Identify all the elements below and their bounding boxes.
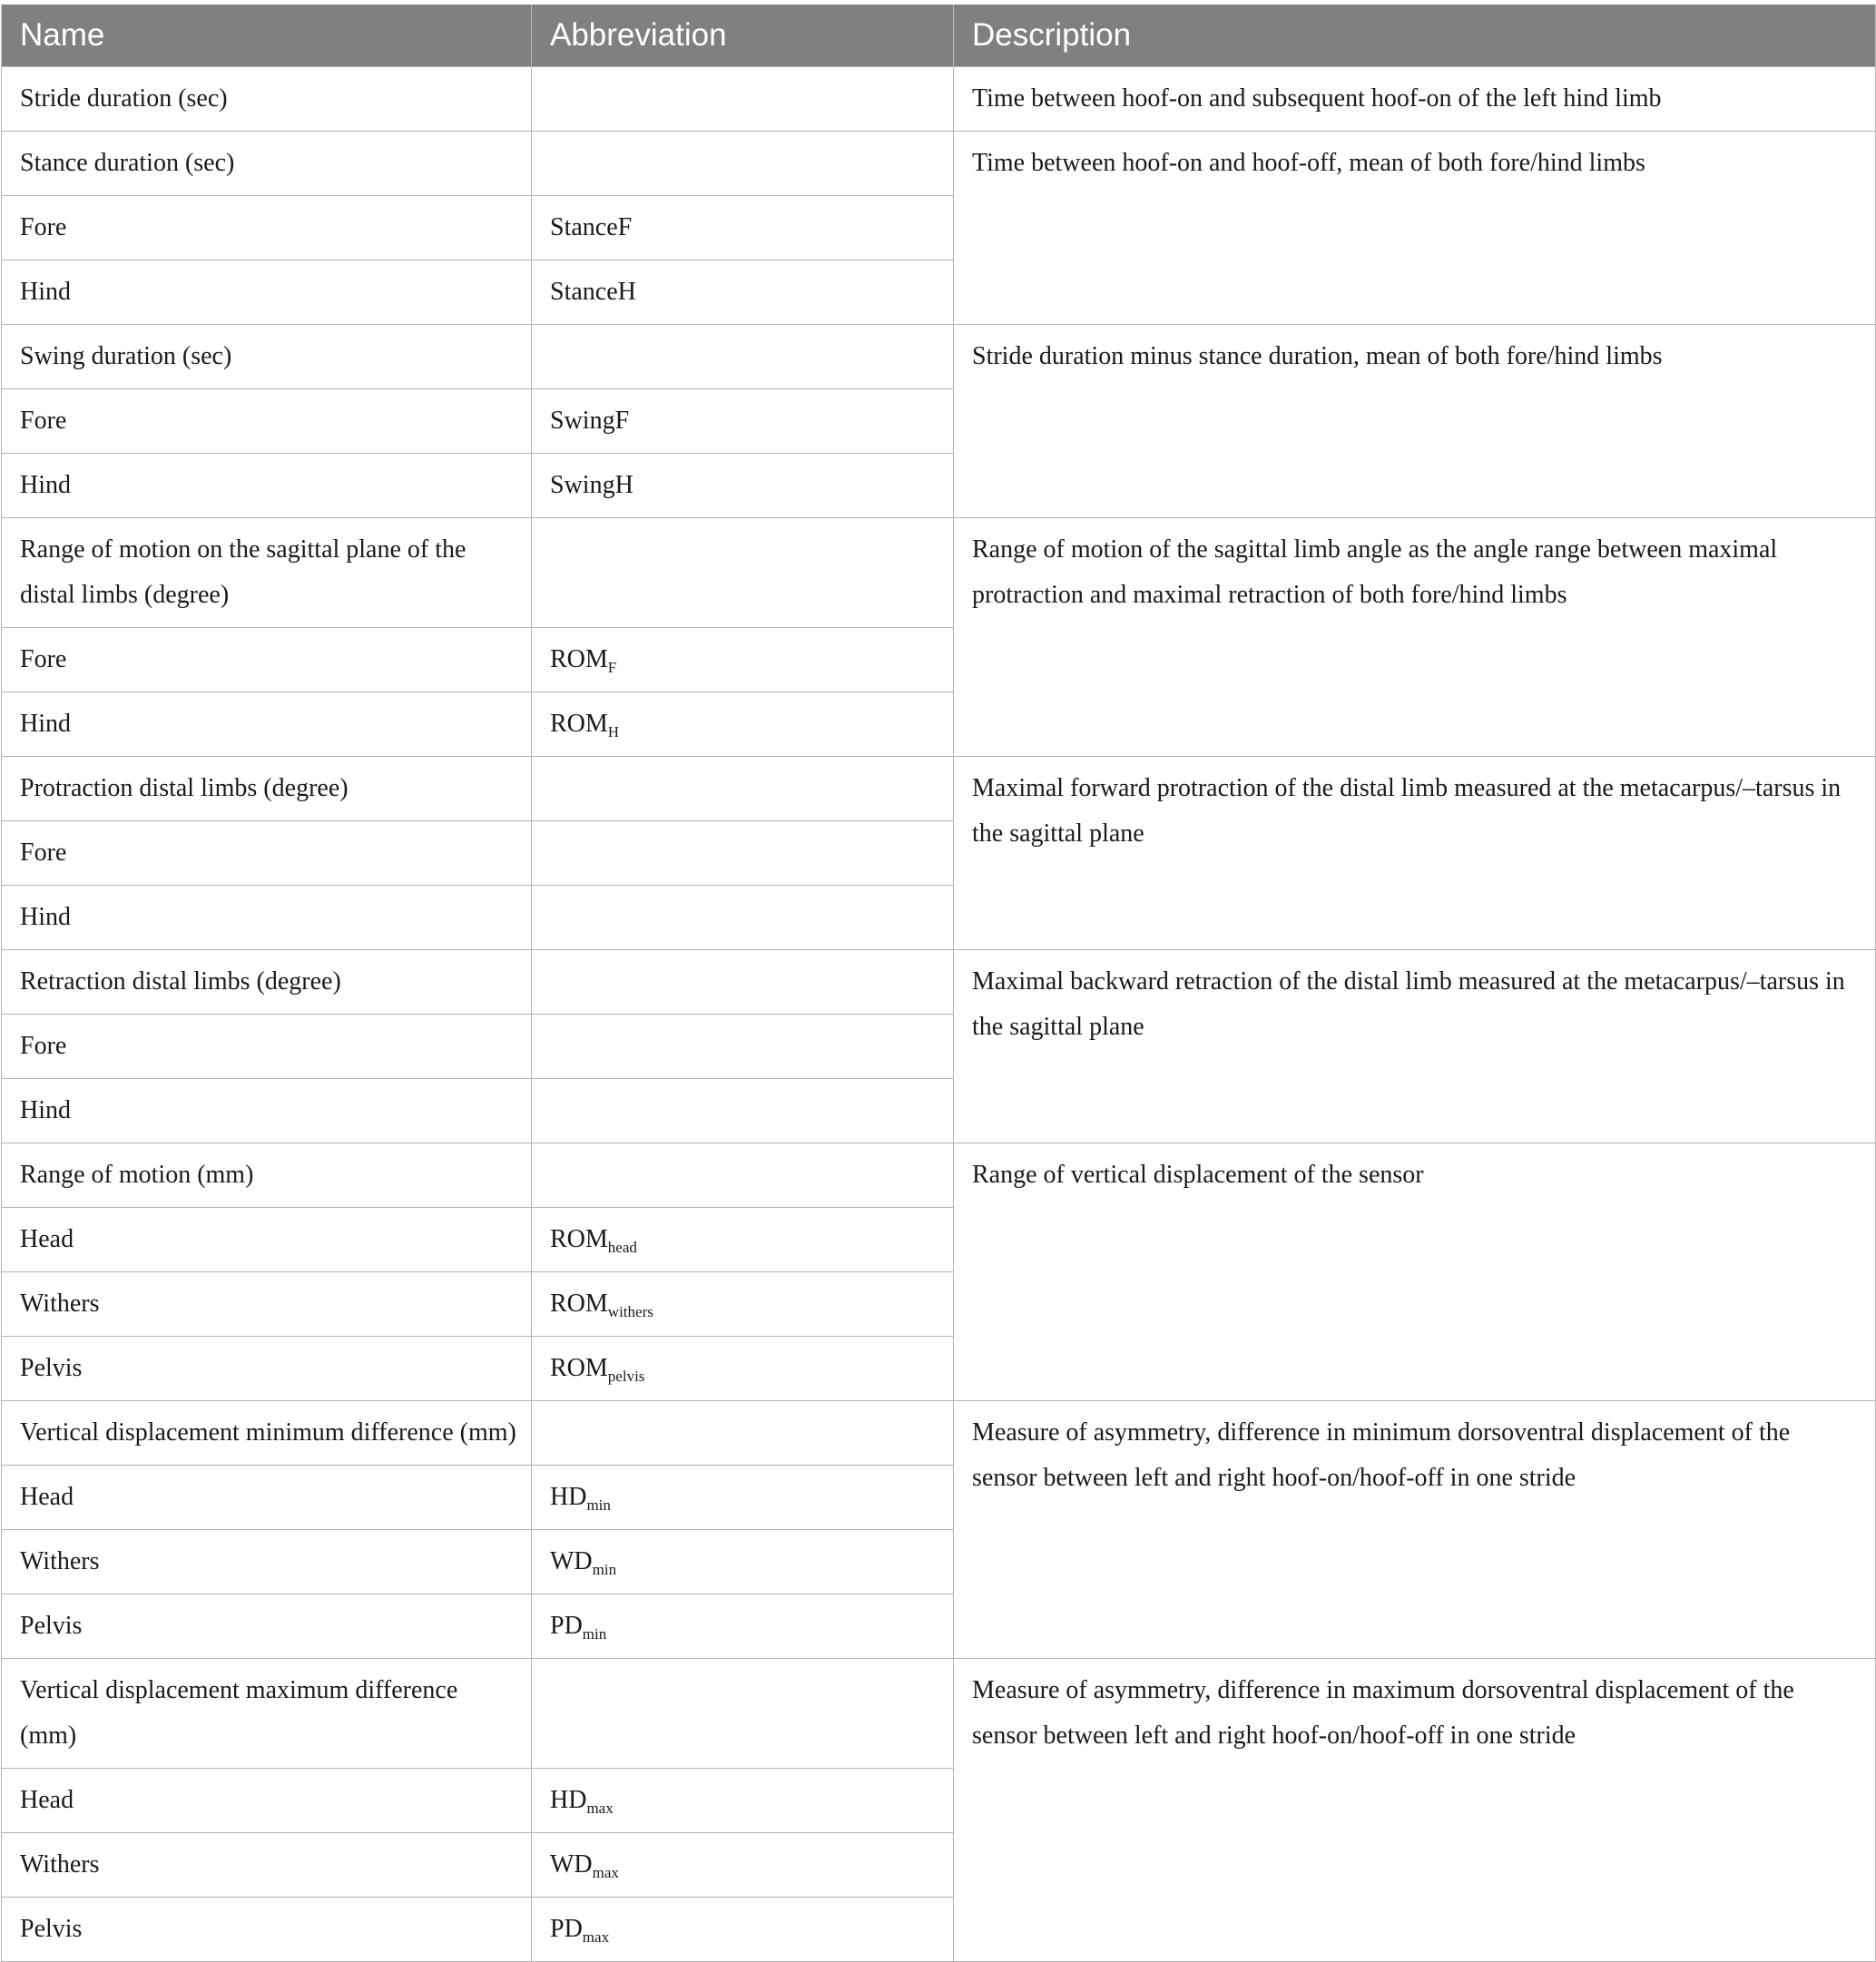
param-abbreviation [532,1594,954,1659]
table-row [2,67,1876,132]
abbr-subscript: min [586,1496,611,1514]
parameters-table [1,5,1876,1962]
table-row [2,325,1876,389]
param-abbreviation [532,692,954,757]
abbr-base: ROM [550,1354,608,1382]
param-description: Measure of asymmetry, difference in maximum dorsoventral displacement of the sensor between left and right hoof-on/hoof-off in one stride [954,1659,1876,1962]
param-abbreviation [532,886,954,950]
param-abbreviation [532,1659,954,1769]
param-description: Range of motion of the sagittal limb angle as the angle range between maximal protraction and maximal retraction of both fore/hind limbs [954,518,1876,757]
param-name: Hind [2,260,532,325]
param-name: Head [2,1466,532,1530]
param-name: Stance duration (sec) [2,132,532,196]
abbr-base: PD [550,1612,583,1640]
abbr-base: WD [550,1850,593,1879]
param-name: Range of motion on the sagittal plane of the distal limbs (degree) [2,518,532,628]
abbr-base: HD [550,1483,587,1511]
param-abbreviation [532,518,954,628]
table-row [2,1401,1876,1466]
param-name: Fore [2,389,532,454]
table-row [2,132,1876,196]
abbr-base: HD [550,1786,587,1814]
param-abbreviation [532,1272,954,1337]
param-abbreviation [532,1769,954,1833]
abbr-subscript: pelvis [607,1368,645,1385]
param-name: Hind [2,886,532,950]
param-name: Hind [2,1079,532,1143]
header-abbreviation: Abbreviation [532,5,954,67]
param-name: Vertical displacement minimum difference (mm) [2,1401,532,1466]
param-description: Range of vertical displacement of the sensor [954,1143,1876,1401]
param-name: Fore [2,196,532,260]
header-row [2,5,1876,67]
abbr-subscript: withers [607,1303,653,1320]
param-abbreviation [532,67,954,132]
param-name: Pelvis [2,1898,532,1962]
param-description: Stride duration minus stance duration, mean of both fore/hind limbs [954,325,1876,518]
abbr-base: ROM [550,710,608,738]
param-name: Head [2,1769,532,1833]
abbr-subscript: max [586,1800,614,1817]
param-abbreviation [532,1833,954,1898]
table-row [2,1143,1876,1208]
abbr-subscript: head [607,1239,637,1256]
abbr-base: ROM [550,1290,608,1318]
abbr-base: ROM [550,645,608,673]
param-name: Hind [2,454,532,518]
param-abbreviation [532,132,954,196]
param-abbreviation [532,950,954,1015]
param-abbreviation [532,821,954,886]
abbr-base: PD [550,1915,583,1943]
abbr-base: ROM [550,1225,608,1253]
param-description: Measure of asymmetry, difference in minimum dorsoventral displacement of the sensor between left and right hoof-on/hoof-off in one stride [954,1401,1876,1659]
abbr-base: WD [550,1547,593,1575]
param-name: Pelvis [2,1594,532,1659]
param-abbreviation: StanceH [532,260,954,325]
abbr-subscript: H [607,723,620,741]
param-abbreviation: SwingH [532,454,954,518]
param-name: Vertical displacement maximum difference (mm) [2,1659,532,1769]
param-abbreviation: StanceF [532,196,954,260]
param-name: Withers [2,1272,532,1337]
param-abbreviation: SwingF [532,389,954,454]
abbr-subscript: min [582,1625,607,1643]
param-abbreviation [532,1898,954,1962]
param-name: Retraction distal limbs (degree) [2,950,532,1015]
param-name: Withers [2,1530,532,1594]
param-name: Swing duration (sec) [2,325,532,389]
param-name: Fore [2,821,532,886]
param-abbreviation [532,1466,954,1530]
header-description: Description [954,5,1876,67]
param-description: Maximal backward retraction of the distal limb measured at the metacarpus/–tarsus in the sagittal plane [954,950,1876,1143]
param-abbreviation [532,1337,954,1401]
param-abbreviation [532,757,954,821]
param-name: Withers [2,1833,532,1898]
param-name: Protraction distal limbs (degree) [2,757,532,821]
table-row [2,518,1876,628]
param-description: Time between hoof-on and hoof-off, mean of both fore/hind limbs [954,132,1876,325]
param-abbreviation [532,1208,954,1272]
param-abbreviation [532,1401,954,1466]
table-row [2,1659,1876,1769]
param-abbreviation [532,1015,954,1079]
abbr-subscript: max [582,1928,610,1946]
header-name: Name [2,5,532,67]
abbr-subscript: min [592,1561,617,1578]
table-row [2,757,1876,821]
table-row [2,950,1876,1015]
param-name: Fore [2,1015,532,1079]
param-name: Stride duration (sec) [2,67,532,132]
param-name: Range of motion (mm) [2,1143,532,1208]
abbr-subscript: max [592,1864,619,1881]
param-name: Hind [2,692,532,757]
param-name: Fore [2,628,532,692]
param-description: Time between hoof-on and subsequent hoof-on of the left hind limb [954,67,1876,132]
param-abbreviation [532,1079,954,1143]
param-name: Pelvis [2,1337,532,1401]
param-name: Head [2,1208,532,1272]
abbr-subscript: F [607,659,617,676]
param-abbreviation [532,1143,954,1208]
param-abbreviation [532,1530,954,1594]
param-description: Maximal forward protraction of the distal limb measured at the metacarpus/–tarsus in the sagittal plane [954,757,1876,950]
param-abbreviation [532,325,954,389]
param-abbreviation [532,628,954,692]
